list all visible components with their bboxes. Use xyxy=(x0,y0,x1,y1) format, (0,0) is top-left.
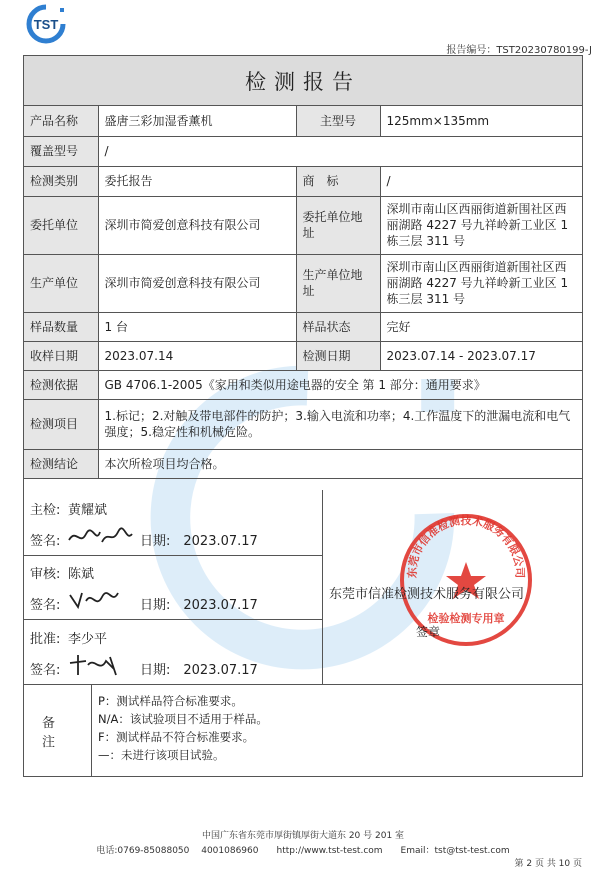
sample-qty-label: 样品数量 xyxy=(24,312,98,341)
table-row xyxy=(24,254,582,312)
basis-label: 检测依据 xyxy=(24,370,98,399)
items-label: 检测项目 xyxy=(24,399,98,449)
signature-row-inspector xyxy=(24,490,322,556)
reviewer-role: 审核: xyxy=(30,567,61,582)
test-date-value: 2023.07.14 - 2023.07.17 xyxy=(380,341,582,370)
svg-text:检验检测专用章: 检验检测专用章 xyxy=(427,612,505,625)
table-row xyxy=(24,312,582,341)
sample-status-label: 样品状态 xyxy=(296,312,380,341)
approver-name: 李少平 xyxy=(68,632,108,647)
remark-item: F：测试样品不符合标准要求。 xyxy=(98,730,255,744)
sample-status-value: 完好 xyxy=(380,312,582,341)
items-value: 1.标记；2.对触及带电部件的防护；3.输入电流和功率；4.工作温度下的泄漏电流和电气强度；5.稳定性和机械危险。 xyxy=(98,399,582,449)
remark-item: P：测试样品符合标准要求。 xyxy=(98,694,243,708)
approver-date: 日期: 2023.07.17 xyxy=(140,663,258,678)
report-sheet xyxy=(23,55,583,777)
svg-text:TST: TST xyxy=(33,17,59,32)
approver-signature xyxy=(66,651,122,679)
covered-model-label: 覆盖型号 xyxy=(24,136,98,166)
table-row xyxy=(24,399,582,449)
inspector-signature xyxy=(66,524,136,550)
main-model-label: 主型号 xyxy=(296,106,380,136)
inspector-name: 黄耀斌 xyxy=(68,503,108,518)
signature-area xyxy=(24,490,582,685)
report-number: 报告编号：TST20230780199-J xyxy=(446,45,592,56)
report-info-table xyxy=(24,106,582,479)
approver-sign-label: 签名: xyxy=(30,663,61,678)
svg-text:东莞市信准检测技术服务有限公司: 东莞市信准检测技术服务有限公司 xyxy=(405,514,527,579)
seal-note: 签章 xyxy=(416,625,441,639)
client-address-value: 深圳市南山区西丽街道新围社区西丽湖路 4227 号九祥岭新工业区 1 栋三层 311 号 xyxy=(380,196,582,254)
covered-model-value: / xyxy=(98,136,582,166)
conclusion-value: 本次所检项目均合格。 xyxy=(98,449,582,478)
signature-row-reviewer xyxy=(24,555,322,620)
table-row xyxy=(24,166,582,196)
receive-date-value: 2023.07.14 xyxy=(98,341,296,370)
remarks-list xyxy=(98,692,268,764)
inspector-role: 主检: xyxy=(30,503,61,518)
remark-item: —：未进行该项目试验。 xyxy=(98,748,225,762)
manufacturer-value: 深圳市简爱创意科技有限公司 xyxy=(98,254,296,312)
receive-date-label: 收样日期 xyxy=(24,341,98,370)
footer-address: 中国广东省东莞市厚街镇厚街大道东 20 号 201 室 xyxy=(201,831,405,841)
client-address-label: 委托单位地址 xyxy=(296,196,380,254)
product-name-value: 盛唐三彩加湿香薰机 xyxy=(98,106,296,136)
testing-company-name: 东莞市信准检测技术服务有限公司 xyxy=(329,587,525,602)
inspector-date: 日期: 2023.07.17 xyxy=(140,534,258,549)
table-row xyxy=(24,370,582,399)
manufacturer-label: 生产单位 xyxy=(24,254,98,312)
sample-qty-value: 1 台 xyxy=(98,312,296,341)
table-row xyxy=(24,196,582,254)
reviewer-date: 日期: 2023.07.17 xyxy=(140,598,258,613)
footer-contact: 电话:0769-85088050 4001086960 http://www.tst-test.com Email：tst@tst-test.com xyxy=(96,846,510,856)
product-name-label: 产品名称 xyxy=(24,106,98,136)
client-label: 委托单位 xyxy=(24,196,98,254)
trademark-label: 商 标 xyxy=(296,166,380,196)
signature-row-approver xyxy=(24,619,322,684)
table-row xyxy=(24,449,582,478)
manufacturer-address-value: 深圳市南山区西丽街道新围社区西丽湖路 4227 号九祥岭新工业区 1 栋三层 311 号 xyxy=(380,254,582,312)
remarks-label: 备注 xyxy=(24,684,92,777)
test-type-label: 检测类别 xyxy=(24,166,98,196)
test-type-value: 委托报告 xyxy=(98,166,296,196)
table-row xyxy=(24,106,582,136)
table-row xyxy=(24,136,582,166)
reviewer-signature xyxy=(66,587,122,613)
reviewer-sign-label: 签名: xyxy=(30,598,61,613)
reviewer-name: 陈斌 xyxy=(68,567,95,582)
page-number: 第 2 页 共 10 页 xyxy=(514,859,582,869)
remarks-section xyxy=(24,684,582,777)
approver-role: 批准: xyxy=(30,632,61,647)
table-row xyxy=(24,341,582,370)
report-title: 检测报告 xyxy=(24,56,582,106)
signature-block xyxy=(24,490,323,684)
conclusion-label: 检测结论 xyxy=(24,449,98,478)
inspector-sign-label: 签名: xyxy=(30,534,61,549)
company-logo xyxy=(22,2,72,46)
manufacturer-address-label: 生产单位地址 xyxy=(296,254,380,312)
trademark-value: / xyxy=(380,166,582,196)
basis-value: GB 4706.1-2005《家用和类似用途电器的安全 第 1 部分：通用要求》 xyxy=(98,370,582,399)
remark-item: N/A：该试验项目不适用于样品。 xyxy=(98,712,268,726)
test-date-label: 检测日期 xyxy=(296,341,380,370)
client-value: 深圳市简爱创意科技有限公司 xyxy=(98,196,296,254)
main-model-value: 125mm×135mm xyxy=(380,106,582,136)
